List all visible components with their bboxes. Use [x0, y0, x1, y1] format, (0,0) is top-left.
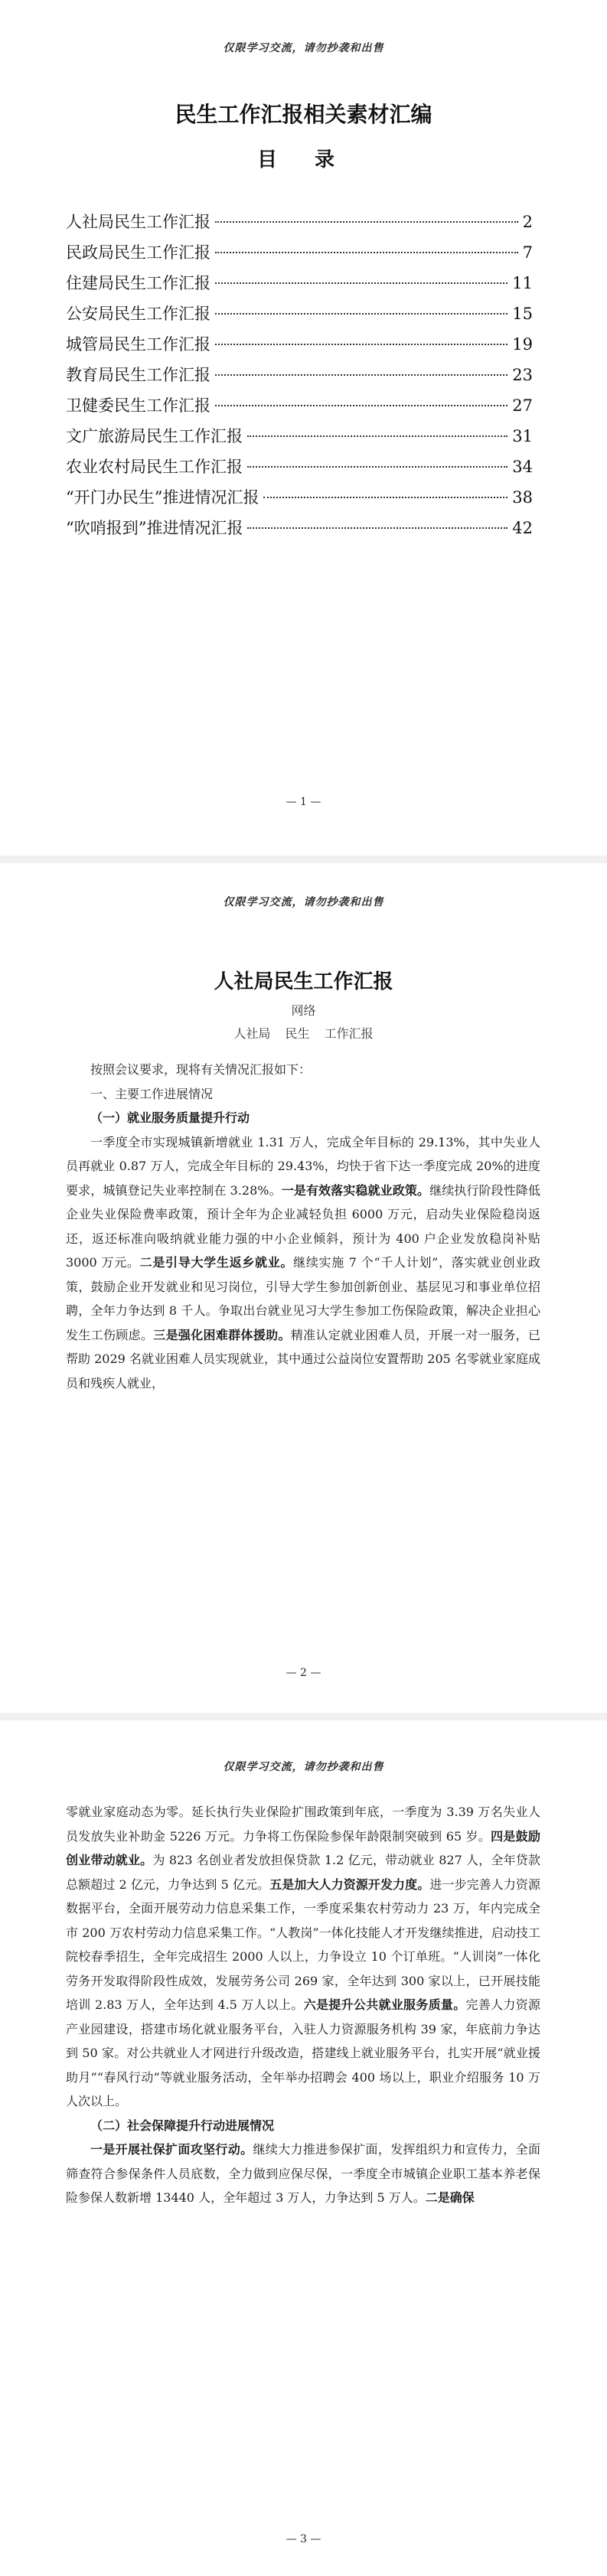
page-3	[0, 1720, 607, 2576]
toc-label: “吹哨报到”推进情况汇报	[66, 519, 243, 537]
toc-page: 7	[522, 243, 533, 262]
body-paragraph	[66, 1130, 540, 1396]
toc-page: 42	[512, 519, 533, 537]
toc-label: 住建局民生工作汇报	[66, 274, 210, 292]
toc-leader	[263, 497, 507, 498]
article-keywords: 人社局 民生 工作汇报	[233, 1026, 374, 1041]
toc-item[interactable]	[66, 210, 533, 240]
toc-leader	[215, 374, 507, 376]
toc-label: 公安局民生工作汇报	[66, 305, 210, 323]
toc-item[interactable]	[66, 393, 533, 424]
toc-page: 11	[512, 274, 533, 292]
toc-item[interactable]	[66, 332, 533, 363]
toc-leader	[247, 527, 507, 529]
toc-leader	[215, 313, 507, 315]
toc-page: 23	[512, 366, 533, 384]
intro-paragraph: 按照会议要求，现将有关情况汇报如下：	[90, 1062, 312, 1077]
toc-item[interactable]	[66, 363, 533, 393]
page-number: — 1 —	[286, 796, 321, 808]
toc-page: 27	[512, 396, 533, 415]
toc-page: 2	[522, 213, 533, 231]
bold-lead: 二是确保	[425, 2190, 475, 2205]
text-run: 继续执行阶段性降低企业失业保险费率政策，预计全年为企业减轻负担 6000 万元，启动失业保险稳岗返还，返还标准向吸纳就业能力强的中小企业倾斜，预计为 400 户企业发放稳岗补贴 3000 万元。	[66, 1182, 540, 1270]
toc-label: 民政局民生工作汇报	[66, 243, 210, 262]
bold-lead: 三是强化困难群体援助。	[153, 1327, 291, 1342]
text-run: 进一步完善人力资源数据平台，全面开展劳动力信息采集工作，一季度采集农村劳动力 23 万，年内完成全市 200 万农村劳动力信息采集工作。“人教岗”一体化技能人才开发继续推进，启动技工院校春季招生，全年完成招生 2000 人以上，力争设立 10 个订单班。“人训岗”一体化劳务开发取得阶段性成效，发展劳务公司 269 家，全年达到 300 家以上，已开展技能培训 2.83 万人，全年达到 4.5 万人以上。	[66, 1877, 540, 2012]
watermark: 仅限学习交流，请勿抄袭和出售	[223, 42, 384, 54]
toc-heading: 目 录	[256, 148, 351, 171]
subsection-heading: （一）就业服务质量提升行动	[90, 1110, 250, 1125]
bold-lead: 一是开展社保扩面攻坚行动。	[90, 2142, 253, 2157]
toc-label: 教育局民生工作汇报	[66, 366, 210, 384]
page-separator	[0, 1713, 607, 1720]
watermark: 仅限学习交流，请勿抄袭和出售	[223, 1761, 384, 1773]
text-run: 完善人力资源产业园建设，搭建市场化就业服务平台，入驻人力资源服务机构 39 家，年底前力争达到 50 家。对公共就业人才网进行升级改造，搭建线上就业服务平台，扎实开展“就业援助月”“春风行动”等就业服务活动，全年举办招聘会 400 场以上，职业介绍服务 10 万人次以上。	[66, 1997, 540, 2108]
text-run: 精准认定就业困难人员，开展一对一服务，已帮助 2029 名就业困难人员实现就业，其中通过公益岗位安置帮助 205 名零就业家庭成员和残疾人就业，	[66, 1327, 540, 1391]
toc-label: 城管局民生工作汇报	[66, 335, 210, 354]
article-author: 网络	[291, 1003, 316, 1018]
toc-item[interactable]	[66, 485, 533, 516]
page-number: — 3 —	[286, 2533, 321, 2545]
page-separator	[0, 856, 607, 863]
toc-leader	[215, 221, 518, 223]
toc-page: 38	[512, 488, 533, 507]
page-2	[0, 863, 607, 1713]
toc-label: 农业农村局民生工作汇报	[66, 458, 243, 476]
text-run: 零就业家庭动态为零。延长执行失业保险扩围政策到年底，一季度为 3.39 万名失业人员发放失业补助金 5226 万元。力争将工伤保险参保年龄限制突破到 65 岁。	[66, 1805, 540, 1844]
toc-page: 31	[512, 427, 533, 445]
toc-label: “开门办民生”推进情况汇报	[66, 488, 259, 507]
toc-page: 15	[512, 305, 533, 323]
toc-item[interactable]	[66, 424, 533, 455]
toc-page: 19	[512, 335, 533, 354]
subsection-heading: （二）社会保障提升行动进展情况	[90, 2118, 275, 2133]
toc-leader	[247, 435, 507, 437]
bold-lead: 六是提升公共就业服务质量。	[303, 1997, 466, 2012]
bold-lead: 二是引导大学生返乡就业。	[139, 1255, 294, 1270]
bold-lead: 一是有效落实稳就业政策。	[281, 1182, 430, 1198]
toc-item[interactable]	[66, 240, 533, 271]
toc-label: 卫健委民生工作汇报	[66, 396, 210, 415]
bold-lead: 五是加大人力资源开发力度。	[269, 1877, 430, 1892]
page-number: — 2 —	[286, 1667, 321, 1679]
text-run: 继续实施 7 个“千人计划”，落实就业创业政策，鼓励企业开发就业和见习岗位，引导大学生参加创新创业、基层见习和事业单位招聘，全年力争达到 8 千人。争取出台就业见习大学生参加工伤保险政策，解决企业担心发生工伤顾虑。	[66, 1255, 540, 1342]
text-run: 继续大力推进参保扩面，发挥组织力和宣传力，全面筛查符合参保条件人员底数，全力做到应保尽保，一季度全市城镇企业职工基本养老保险参保人数新增 13440 人，全年超过 3 万人，力争达到 5 万人。	[66, 2142, 540, 2205]
watermark: 仅限学习交流，请勿抄袭和出售	[223, 896, 384, 908]
table-of-contents	[66, 210, 533, 546]
toc-leader	[215, 344, 507, 345]
text-run: 一季度全市实现城镇新增就业 1.31 万人，完成全年目标的 29.13%，其中失业人员再就业 0.87 万人，完成全年目标的 29.43%，均快于省下达一季度完成 20%的进度要求，城镇登记失业率控制在 3.28%。	[66, 1134, 540, 1198]
section-heading: 一、主要工作进展情况	[90, 1086, 214, 1101]
toc-label: 文广旅游局民生工作汇报	[66, 427, 243, 445]
toc-item[interactable]	[66, 455, 533, 485]
toc-leader	[215, 405, 507, 406]
text-run: 为 823 名创业者发放担保贷款 1.2 亿元，带动就业 827 人，全年贷款总额超过 2 亿元，力争达到 5 亿元。	[66, 1853, 540, 1892]
toc-item[interactable]	[66, 271, 533, 302]
body-paragraph	[66, 2137, 540, 2210]
article-body	[66, 1800, 540, 2210]
toc-item[interactable]	[66, 516, 533, 546]
toc-label: 人社局民生工作汇报	[66, 213, 210, 231]
toc-item[interactable]	[66, 302, 533, 332]
bold-lead: 四是鼓励创业带动就业。	[66, 1828, 540, 1867]
article-body	[66, 1058, 540, 1395]
article-title: 人社局民生工作汇报	[214, 970, 393, 993]
toc-page: 34	[512, 458, 533, 476]
body-paragraph	[66, 1800, 540, 2114]
toc-leader	[247, 466, 507, 468]
document-title: 民生工作汇报相关素材汇编	[175, 102, 432, 127]
toc-leader	[215, 252, 518, 253]
page-1	[0, 0, 607, 856]
toc-leader	[215, 282, 507, 284]
